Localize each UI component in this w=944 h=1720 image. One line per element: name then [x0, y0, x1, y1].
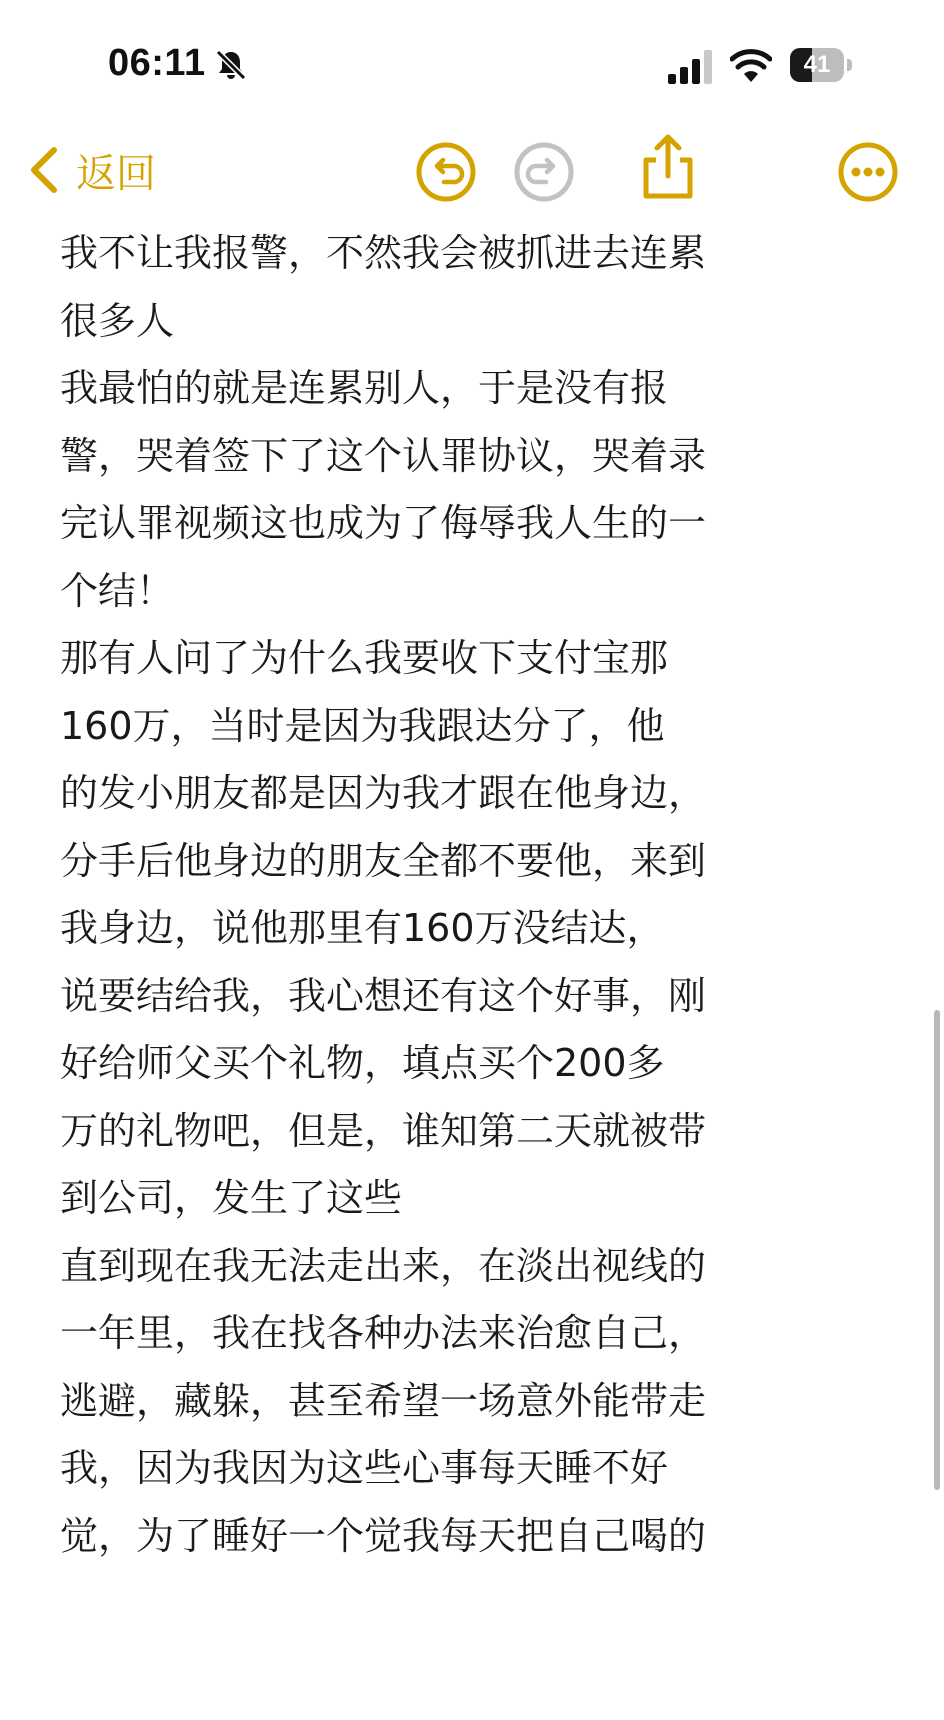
- status-time: 06:11: [108, 42, 206, 84]
- note-line: 觉，为了睡好一个觉我每天把自己喝的: [60, 1513, 707, 1558]
- redo-icon[interactable]: [512, 140, 576, 204]
- note-line: 一年里，我在找各种办法来治愈自己，: [60, 1311, 707, 1355]
- cellular-signal-icon: [668, 50, 714, 84]
- note-line: 完认罪视频这也成为了侮辱我人生的一: [60, 501, 707, 545]
- note-line: 的发小朋友都是因为我才跟在他身边，: [60, 771, 707, 815]
- note-line: 个结！: [60, 568, 175, 613]
- note-line: 警，哭着签下了这个认罪协议，哭着录: [60, 433, 707, 478]
- note-line: 万的礼物吧，但是，谁知第二天就被带: [60, 1108, 707, 1153]
- note-line: 说要结给我，我心想还有这个好事，刚: [60, 973, 707, 1018]
- note-line: 我最怕的就是连累别人，于是没有报: [60, 366, 669, 410]
- wifi-icon: [730, 46, 772, 84]
- note-line: 我不让我报警，不然我会被抓进去连累: [60, 231, 707, 275]
- notes-toolbar: [0, 120, 944, 220]
- note-line: 很多人: [60, 298, 175, 343]
- undo-icon[interactable]: [414, 140, 478, 204]
- note-line: 到公司，发生了这些: [60, 1176, 403, 1220]
- note-line: 直到现在我无法走出来，在淡出视线的: [60, 1243, 707, 1288]
- scroll-indicator[interactable]: [934, 1010, 940, 1490]
- battery-icon: [790, 48, 852, 82]
- note-line: 逃避，藏躲，甚至希望一场意外能带走: [60, 1378, 707, 1423]
- back-button[interactable]: [26, 138, 156, 202]
- status-bar: [0, 0, 944, 120]
- note-line: 我身边，说他那里有160万没结达，: [60, 906, 665, 950]
- bell-slash-icon: [214, 48, 248, 82]
- note-line: 160万，当时是因为我跟达分了，他: [60, 703, 665, 748]
- note-line: 好给师父买个礼物，填点买个200多: [60, 1041, 665, 1085]
- back-label: 返回: [76, 150, 156, 197]
- note-body[interactable]: [60, 182, 910, 1720]
- note-line: 分手后他身边的朋友全都不要他，来到: [60, 838, 707, 883]
- more-icon[interactable]: [836, 140, 900, 204]
- share-icon[interactable]: [636, 132, 700, 202]
- note-line: 那有人问了为什么我要收下支付宝那: [60, 636, 669, 680]
- note-line: 我，因为我因为这些心事每天睡不好: [60, 1446, 669, 1490]
- battery-level: 41: [803, 51, 831, 78]
- chevron-left-icon: [26, 142, 62, 198]
